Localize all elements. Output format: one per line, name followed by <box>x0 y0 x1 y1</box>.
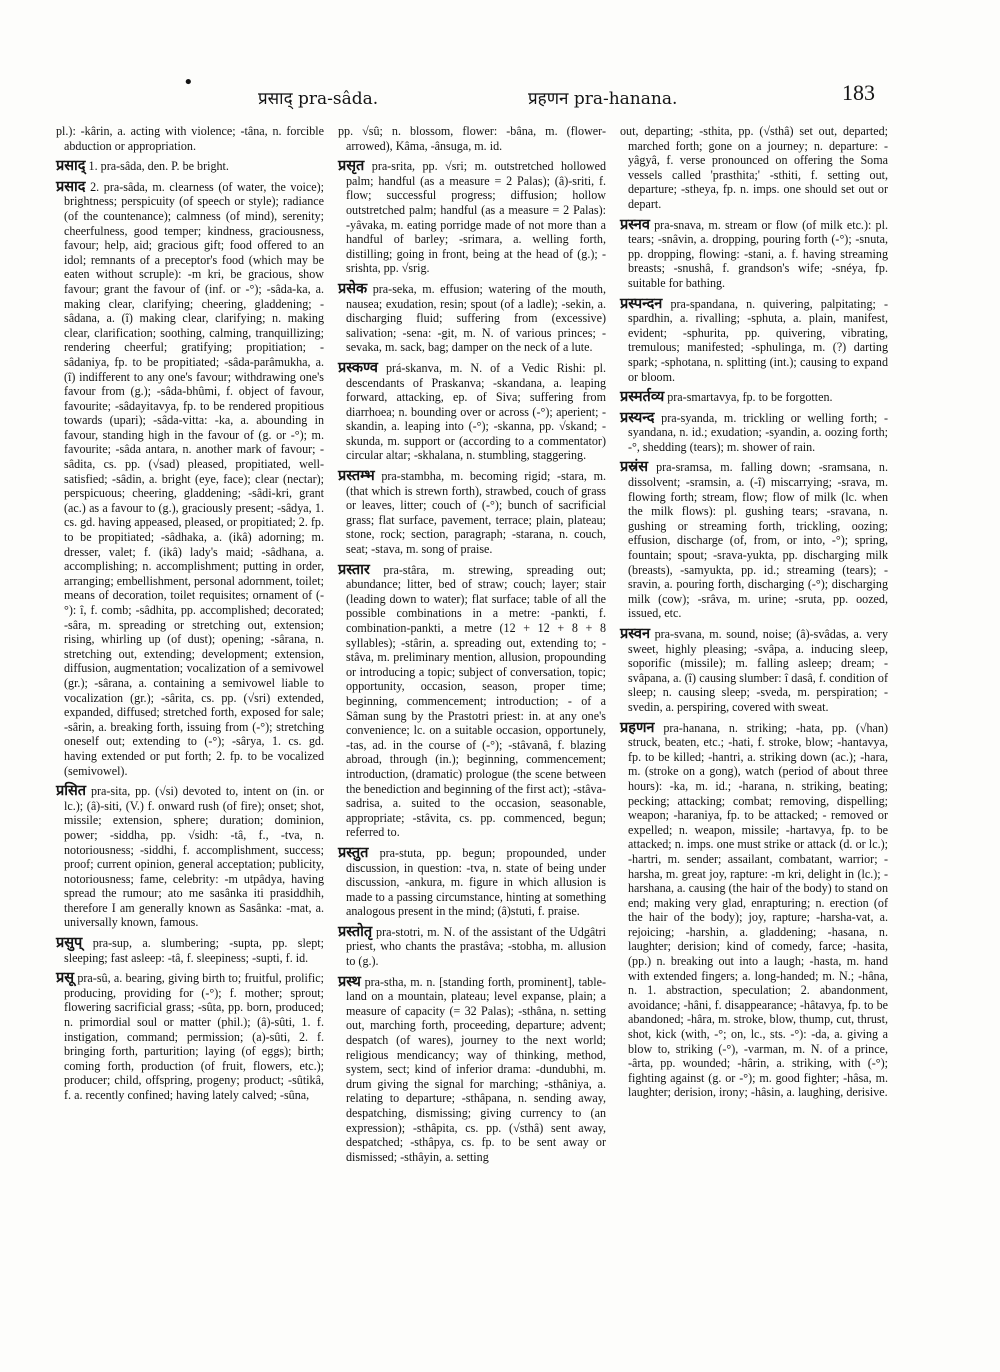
dictionary-entry <box>338 563 606 840</box>
entry-headword: प्रस्नव <box>620 216 650 233</box>
dictionary-entry <box>338 159 606 276</box>
dictionary-entry <box>620 124 888 212</box>
dictionary-entry <box>338 925 606 969</box>
entry-headword: प्रस्यन्द <box>620 409 655 426</box>
entry-text: prá-skanva, m. N. of a Vedic Rishi: pl. descendants of Praskanva; -skandana, a. leaping forward, attacking, ep. of Siva; suffering from diarrhoea; n. bounding over or across (-°); aperient; -skandin, a. leaping into (-°); -skanna, pp. √skand; -skunda, m. support or (according to a commentator) circular altar; -skhalana, n. stumbling, staggering. <box>346 360 607 463</box>
entry-headword: प्रस्पन्दन <box>620 295 663 312</box>
entry-text: pl.): -kârin, a. acting with violence; -tâna, n. forcible abduction or appropriation. <box>56 124 324 153</box>
entry-text: pra-stha, m. n. [standing forth, prominent], table-land on a mountain, plateau; level expanse, plain; a measure of capacity (= 32 Palas); -sthâna, n. setting out, marching forth, proceeding, departure; advent; despatch (of wares), journey to the next world; religious mendicancy; way of thinking, method, system, sect; kind of inferior drama: -dundubhi, m. drum giving the signal for marching; -sthâniya, a. relating to departure; -sthâpana, n. sending away, despatching, dismissing; giving currency to (an expression); -sthâpita, cs. pp. (√sthâ) sent away, despatched; -sthâpya, cs. fp. to be sent away or dismissed; -sthâyin, a. setting <box>346 974 606 1164</box>
dictionary-entry <box>56 124 324 153</box>
dictionary-entry <box>620 218 888 291</box>
entry-headword: प्रसाद <box>56 178 86 195</box>
header-left-guideword: प्रसाद् pra-sâda. <box>258 89 379 109</box>
entry-headword: प्रस्थ <box>338 973 361 990</box>
dictionary-entry <box>620 297 888 385</box>
entry-headword: प्रसृत <box>338 158 365 175</box>
dictionary-entry <box>56 180 324 778</box>
dictionary-column-3 <box>620 124 888 1106</box>
entry-text: pra-stambha, m. becoming rigid; -stara, m. (that which is strewn forth), strawbed, couch of grass or leaves, litter; couch of (-°); bunch of sacrificial grass; flat surface, pavement, terrace; plain, plateau; stone, rock; section, paragraph; -starana, n. couch, seat; -stava, m. song of praise. <box>346 469 607 557</box>
entry-text: pra-snava, m. stream or flow (of milk etc.): pl. tears; -snâvin, a. dropping, pouring forth (-°); -snuta, pp. dropping, flowing: -stani, a. f. having streaming breasts; -snushâ, f. grandson's wife; -snéya, fp. suitable for bathing. <box>628 217 888 290</box>
dictionary-entry <box>620 460 888 621</box>
entry-text: pp. √sû; n. blossom, flower: -bâna, m. (flower-arrowed), Kâma, -ânsuga, m. id. <box>338 124 606 153</box>
entry-text: pra-svana, m. sound, noise; (â)-svâdas, a. very sweet, highly pleasing; -svâpa, a. inducing sleep, soporific (missile); m. falling asleep; dream; -svâpana, a. (î) causing slumber: î dasâ, f. condition of sleep; n. causing sleep; -sveda, m. perspiration; -svedin, a. perspiring, covered with sweat. <box>628 627 888 714</box>
entry-headword: प्रस्तुत <box>338 844 369 861</box>
entry-headword: प्रस्तोतृ <box>338 923 373 940</box>
entry-text: out, departing; -sthita, pp. (√sthâ) set out, departed; marched forth; gone on a journey; n. departure: -yâgyâ, f. verse pronounced on offering the Soma vessels called 'prasthita;' -sthiti, f. setting out, departure; -stheya, fp. n. imps. one should set out or depart. <box>620 124 888 211</box>
header-right-guideword: प्रहणन pra-hanana. <box>528 89 678 109</box>
entry-headword: प्रसित <box>56 783 87 800</box>
entry-text: pra-sû, a. bearing, giving birth to; fruitful, prolific; producing, providing for (-°); f. mother; sprout; flowering sacrificial grass; -sûta, pp. born, produced; n. primordial soul or matter (phil.); (â)-sûti, 1. f. instigation, command; permission; (a)-sûti, 2. f. bringing forth, parturition; laying (of eggs); birth; coming forth, production (of fruit, flowers, etc.); producer; child, offspring, progeny; product; -sûtikâ, f. a. recently confined; having lately calved; -sûna, <box>64 971 324 1102</box>
dictionary-entry <box>338 846 606 919</box>
entry-text: 1. pra-sâda, den. P. be bright. <box>88 159 229 174</box>
dictionary-entry <box>620 411 888 455</box>
dictionary-entry <box>338 469 606 557</box>
entry-text: pra-sita, pp. (√si) devoted to, intent on (in. or lc.); (â)-siti, (V.) f. onward rush (of fire); onset; shot, missile; extension, sphere; duration; dominion, power; -siddha, pp. √sidh: -tâ, f., -tva, n. notoriousness; -siddhi, f. accomplishment, success; proof; current opinion, general acceptation; publicity, notoriousness; fame, celebrity: -m utpâdya, having spread the rumour; ato me sasânka iti prasiddhih, therefore I am generally known as Sasânka: -mat, a. universally known, famous. <box>64 784 324 930</box>
dictionary-entry <box>620 627 888 715</box>
dictionary-entry <box>338 124 606 153</box>
entry-headword: प्रसुप् <box>56 935 83 952</box>
dictionary-column-1 <box>56 124 324 1109</box>
entry-text: pra-smartavya, fp. to be forgotten. <box>667 390 833 405</box>
entry-text: pra-syanda, m. trickling or welling forth; -syandana, n. id.; exudation; -syandin, a. oozing forth; -°, shedding (tears); m. shower of rain. <box>628 410 888 454</box>
dictionary-entry <box>338 361 606 463</box>
entry-text: pra-hanana, n. striking; -hata, pp. (√han) struck, beaten, etc.; -hati, f. stroke, blow; -hantavya, fp. to be killed; -hantri, a. striking down (ac.); -hara, m. (stroke on a gong), watch (period of about three hours): -ka, m. id.; -harana, n. striking, beating; pecking; attacking; combat; removing, dispelling; weapon; -haraniya, fp. to be attacked; - removed or expelled; n. weapon, missile; -hartavya, fp. to be attacked; n. imps. one must strike or attack (d. or lc.); -hartri, m. sender; assailant, combatant, warrior; -harsha, m. great joy, rapture: -m kri, delight in (lc.); -harshana, a. causing (the hair of the body) to stand on end; making very glad, enrapturing; n. erection (of the hair of the body); joy, rapture; -harsha-vat, a. rejoicing; -harshin, a. gladdening; -hasana, n. laughter; derision; kind of comedy, farce; -hasita, (pp.) n. breaking out into a laugh; -hasta, m. hand with extended fingers; a. long-handed; m. N.; -hâna, n. 1. abstraction, speculation; 2. abandonment, avoidance; -hâni, f. disappearance; -hâtavya, fp. to be abandoned; -hâra, m. stroke, blow, thump, cut, thrust, shot, kick (with, -°; on, lc., sts. -°): -da, a. giving a blow to, striking (-°), -varman, m. N. of a prince, -ârta, pp. wounded; -hârin, a. striking, with (-°); fighting against (g. or -°); m. good fighter; -hâsa, m. laughter; derision, irony; -hâsin, a. laughing, derisive. <box>628 720 888 1100</box>
page-number: 183 <box>842 80 875 105</box>
entry-text: pra-stuta, pp. begun; propounded, under discussion, in question: -tva, n. state of being under discussion, -ankura, m. figure in which allusion is made to a passing circumstance, hinting at something analogous present in the mind; (â)stuti, f. praise. <box>346 845 606 919</box>
dictionary-entry <box>56 159 324 174</box>
entry-headword: प्रस्वन <box>620 626 651 642</box>
page-header <box>0 72 1000 116</box>
dictionary-entry <box>56 936 324 965</box>
entry-headword: प्रस्कण्व <box>338 359 378 376</box>
entry-headword: प्रस्तम्भ <box>338 468 375 485</box>
dictionary-column-2 <box>338 124 606 1170</box>
header-dot: • <box>183 72 194 93</box>
entry-text: pra-stâra, m. strewing, spreading out; abundance; litter, bed of straw; couch; layer; stair (leading down to water); flat surface; table of all the possible combinations in a metre: -pankti, f. combination-pankti, a metre (12 + 12 + 8 + 8 syllables); -stârin, a. spreading out, extending to; -stâva, m. preliminary mention, allusion, propounding or introducing a topic; subject of conversation, topic; opportunity, occasion, season, proper time; beginning, commencement; introduction; - of a Sâman sung by the Prastotri priest: in. at any one's convenience; lc. on a suitable occasion, opportunely, -tas, ad. in the course of (-°); -stâvanâ, f. blazing abroad, through (in.); beginning, commencement; introduction, (dramatic) prologue (the scene between the benediction and beginning of the first act); -stâva-sadrisa, a. suited to the occasion, seasonable, appropriate; -stâvita, cs. pp. commenced, begun; referred to. <box>346 562 606 840</box>
dictionary-entry <box>338 282 606 355</box>
entry-headword: प्रसाद् <box>56 158 86 175</box>
entry-text: pra-sup, a. slumbering; -supta, pp. slept; sleeping; fast asleep: -tâ, f. sleepiness; -supti, f. id. <box>64 936 324 965</box>
entry-headword: प्रसू <box>56 970 75 987</box>
dictionary-entry <box>56 971 324 1102</box>
entry-headword: प्रस्तार <box>338 561 370 578</box>
dictionary-entry <box>338 975 606 1165</box>
entry-headword: प्रस्मर्तव्य <box>620 389 665 406</box>
entry-text: pra-stotri, m. N. of the assistant of the Udgâtri priest, who chants the prastâva; -stobha, m. allusion to (g.). <box>346 924 606 969</box>
entry-text: 2. pra-sâda, m. clearness (of water, the voice); brightness; perspicuity (of speech or style); radiance (of the countenance); calmness (of mind), serenity; cheerfulness, good temper; kindness, graciousness, favour; help, aid; gracious gift; food offered to an idol; remnants of a preceptor's food (which may be eaten without scruple): -m kri, be gracious, show favour; grant the favour of (inf. or -°); -sâda-ka, a. making clear, clarifying; cheering, gladdening; -sâdana, a. (î) making clear, clarifying; n. making clear, clarification; soothing, calming, tranquillizing; rendering cheerful; gratifying; propitiation; -sâdaniya, fp. to be propitiated; -sâda-parâmukha, a. (î) indifferent to any one's favour; withdrawing one's favour from (g.); -sâda-bhûmi, f. object of favour, favourite; -sâdayitavya, fp. to be rendered propitious towards (upari); -sâda-vitta: -ka, a. abounding in favour, standing high in the favour of (g. or -°); m. favourite; -sâda antara, n. another mark of favour; -sâdita, cs. pp. (√sad) pleased, propitiated, well-satisfied; -sâdin, a. bright (eye, face); clear (nectar); perspicuous; cheering, gladdening; -sâdi-kri, grant (ac.) as a favour to (g.), graciously present; -sâdya, 1. cs. gd. having appeased, pleased, or propitiated; 2. fp. to be propitiated; -sâdhaka, a. (ikâ) adorning; m. dresser, valet; f. (ikâ) lady's maid; -sâdhana, a. accomplishing; n. accomplishment; putting in order, arranging; embellishment, personal adornment, toilet; means of decoration, toilet requisites; ornament of (-°): î, f. comb; -sâdhita, pp. accomplished; decorated; -sâra, m. spreading or stretching out, extension; rising, whirling up (of dust); opening; -sârana, n. stretching out, extending; development; extension, diffusion, augmentation; vocalization of a semivowel (gr.); -sârana, a. containing a semivowel liable to vocalization (gr.); -sârita, cs. pp. (√sri) extended, expanded, diffused; stretched forth, exposed for sale; -sârin, a. breaking forth, issuing from (-°); stretching oneself out; extending to (-°); -sârya, 1. cs. gd. having extended or put forth; 2. fp. to be vocalized (semivowel). <box>64 179 324 778</box>
dictionary-entry <box>56 784 324 930</box>
entry-text: pra-srita, pp. √sri; m. outstretched hollowed palm; handful (as a measure = 2 Palas); (â)-sriti, f. flow; successful progress; diffusion; hollow outstretched palm; handful (as a measure = 2 Palas): -yâvaka, m. eating porridge made of not more than a handful of barley; -srimara, a. welling forth, distilling; going in front, being at the head of (g.); -srishta, pp. √srig. <box>346 159 606 276</box>
entry-text: pra-spandana, n. quivering, palpitating; -spardhin, a. rivalling; -sphuta, a. plain, manifest, evident; -sphurita, pp. quivering, vibrating, tremulous; manifested; -sphulinga, m. (?) darting spark; -sphotana, n. splitting (int.); causing to expand or bloom. <box>628 296 888 384</box>
entry-headword: प्रहणन <box>620 719 655 736</box>
entry-text: pra-seka, m. effusion; watering of the mouth, nausea; exudation, resin; spout (of a ladle); -sekin, a. discharging fluid; suffering from (excessive) salivation; -sena: -git, m. N. of various princes; -sevaka, m. sack, bag; damper on the neck of a lute. <box>346 281 606 355</box>
dictionary-entry <box>620 721 888 1100</box>
entry-headword: प्रस्रंस <box>620 459 648 476</box>
entry-headword: प्रसेक <box>338 280 368 297</box>
entry-text: pra-sramsa, m. falling down; -sramsana, n. dissolvent; -sramsin, a. (-î) miscarrying; -srava, m. flowing forth; stream, flow; flow of milk (lc. when the milk flows): pl. gushing tears; -sravana, n. gushing or streaming forth, trickling, oozing; effusion, discharge (of, from, or into, -°); spring, fountain; spout; -srava-yukta, pp. discharging milk (breasts), -samyukta, pp. id.; streaming (tears); -sravin, a. pouring forth, discharging (-°); discharging milk (cow); -srâva, m. urine; -sruta, pp. oozed, issued, etc. <box>628 460 888 621</box>
dictionary-entry <box>620 390 888 405</box>
